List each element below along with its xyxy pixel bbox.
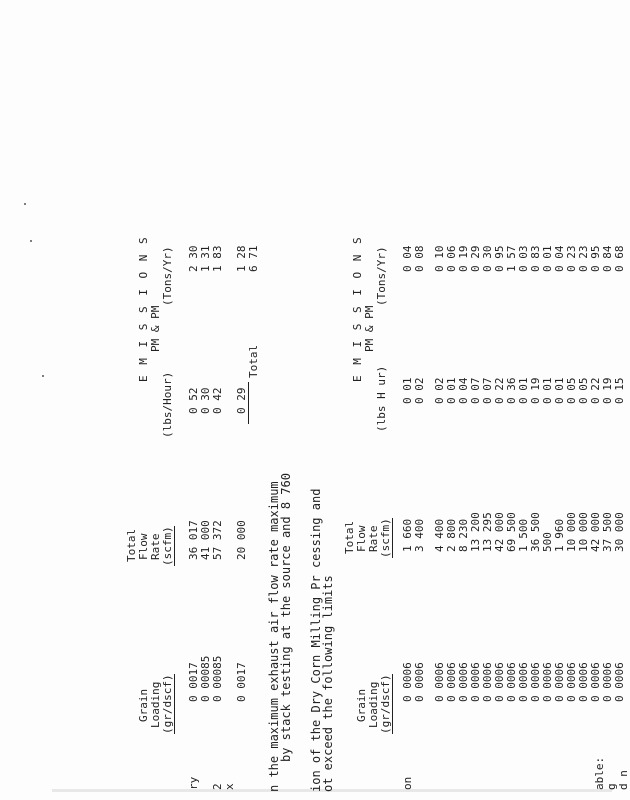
t1-total-label: Total [247, 344, 260, 378]
t1-row-tons: 1 31 [199, 245, 212, 272]
emissions-title-2: E M I S S I O N S [351, 235, 364, 382]
t2-row-tons: 0 30 [481, 245, 494, 272]
t1-row-lbs: 0 52 [187, 387, 200, 414]
t2-row-tons: 1 57 [505, 245, 518, 272]
t2-row-tons: 0 84 [601, 245, 614, 272]
t2-row-tons: 0 01 [541, 245, 554, 272]
t2-row-grain: 0 0006 [541, 662, 554, 702]
paragraph-2-line-1: ion of the Dry Corn Milling Pr cessing and [309, 488, 323, 792]
t2-row-tons: 0 68 [613, 245, 626, 272]
t1-row-grain: 0 00085 [199, 655, 212, 702]
t2-row-tons: 0 03 [517, 245, 530, 272]
t2-row-lbs: 0 22 [493, 377, 506, 404]
t2-row-flow: 13 200 [469, 512, 482, 552]
t2-flow-h3: (scfm) [379, 518, 392, 558]
t2-row-flow: 37 500 [601, 512, 614, 552]
t2-row-flow: 13 295 [481, 512, 494, 552]
t2-row-tons: 0 95 [493, 245, 506, 272]
t2-row-grain: 0 0006 [457, 662, 470, 702]
t2-row-flow: 69 500 [505, 512, 518, 552]
t2-row-label: on [401, 776, 414, 790]
t2-row-grain: 0 0006 [481, 662, 494, 702]
t2-row-grain: 0 0006 [589, 662, 602, 702]
t2-row-lbs: 0 04 [457, 377, 470, 404]
t2-row-lbs: 0 02 [413, 377, 426, 404]
t1-row-flow: 20 000 [235, 520, 248, 560]
t1-row-tons: 1 83 [211, 245, 224, 272]
paragraph-1-line-1: n the maximum exhaust air flow rate maximum [267, 481, 281, 792]
t2-row-grain: 0 0006 [565, 662, 578, 702]
t1-flow-h1: Flow [137, 533, 150, 560]
t2-row-tons: 0 10 [433, 245, 446, 272]
t2-pm-year: (Tons/Yr) [375, 246, 388, 306]
t2-row-tons: 0 19 [457, 245, 470, 272]
t1-row-lbs: 0 29 [235, 387, 248, 414]
t2-row-lbs: 0 36 [505, 377, 518, 404]
t1-row-lbs: 0 42 [211, 387, 224, 414]
t2-row-tons: 0 23 [577, 245, 590, 272]
t1-grain-h1: Loading [149, 681, 162, 728]
scan-speck [24, 203, 26, 205]
t1-grain-h0: Grain [137, 688, 150, 722]
t2-row-tons: 0 83 [529, 245, 542, 272]
t1-grain-h2: (gr/dscf) [161, 674, 174, 734]
t1-flow-h2: Rate [149, 533, 162, 560]
t2-row-grain: 0 0006 [493, 662, 506, 702]
t2-row-lbs: 0 05 [565, 377, 578, 404]
t1-row-grain: 0 0017 [235, 662, 248, 702]
t2-row-lbs: 0 19 [529, 377, 542, 404]
t2-row-flow: 10 000 [577, 512, 590, 552]
t2-row-lbs: 0 02 [433, 377, 446, 404]
t2-row-label: able: [593, 756, 606, 790]
t2-row-tons: 0 95 [589, 245, 602, 272]
t2-grain-h1: Loading [367, 681, 380, 728]
t2-row-grain: 0 0006 [517, 662, 530, 702]
paragraph-1-line-2: by stack testing at the source and 8 760 [279, 473, 293, 762]
t2-row-label: g [605, 783, 618, 790]
t2-row-grain: 0 0006 [469, 662, 482, 702]
t2-row-lbs: 0 07 [481, 377, 494, 404]
t2-row-lbs: 0 01 [517, 377, 530, 404]
t1-row-flow: 57 372 [211, 520, 224, 560]
t1-row-label: x [223, 783, 236, 790]
t1-row-label: 2 [211, 783, 224, 790]
t1-pm-year: (Tons/Yr) [161, 246, 174, 306]
t2-row-flow: 4 400 [433, 518, 446, 552]
t2-row-flow: 42 000 [493, 512, 506, 552]
t2-row-flow: 8 230 [457, 518, 470, 552]
t2-row-flow: 1 960 [553, 518, 566, 552]
t2-grain-h0: Grain [355, 688, 368, 722]
t2-row-grain: 0 0006 [577, 662, 590, 702]
t2-row-grain: 0 0006 [505, 662, 518, 702]
t2-row-lbs: 0 19 [601, 377, 614, 404]
t2-row-grain: 0 0006 [553, 662, 566, 702]
t2-row-flow: 500 [541, 532, 554, 552]
t2-row-lbs: 0 01 [553, 377, 566, 404]
t2-row-lbs: 0 01 [541, 377, 554, 404]
t2-row-grain: 0 0006 [529, 662, 542, 702]
rotated-page-content [52, 32, 630, 792]
t2-row-grain: 0 0006 [601, 662, 614, 702]
t1-pm-hour: (lbs/Hour) [161, 371, 174, 438]
t2-row-tons: 0 04 [401, 245, 414, 272]
t1-flow-h3: (scfm) [161, 526, 174, 566]
t2-row-flow: 36 500 [529, 512, 542, 552]
t2-row-flow: 30 000 [613, 512, 626, 552]
t2-row-flow: 2 800 [445, 518, 458, 552]
t2-row-tons: 0 29 [469, 245, 482, 272]
t2-row-tons: 0 08 [413, 245, 426, 272]
t2-row-lbs: 0 07 [469, 377, 482, 404]
t2-row-label: d n [617, 770, 630, 790]
t1-row-lbs: 0 30 [199, 387, 212, 414]
t1-row-label: ry [187, 776, 200, 790]
t2-row-flow: 42 000 [589, 512, 602, 552]
scan-speck [42, 375, 44, 377]
t2-row-grain: 0 0006 [445, 662, 458, 702]
t1-total-rule [248, 382, 249, 424]
t1-total-tons: 6 71 [247, 245, 260, 272]
t2-flow-h1: Flow [355, 525, 368, 552]
t1-row-flow: 41 000 [199, 520, 212, 560]
t2-grain-h2: (gr/dscf) [379, 674, 392, 734]
paragraph-2-line-2: ot exceed the following limits [321, 575, 335, 792]
t2-pm-hour: (lbs H ur) [375, 365, 388, 432]
t1-row-flow: 36 017 [187, 520, 200, 560]
t2-pm-label: PM & PM [363, 305, 376, 352]
t2-row-tons: 0 23 [565, 245, 578, 272]
t1-row-grain: 0 00085 [211, 655, 224, 702]
t2-row-lbs: 0 15 [613, 377, 626, 404]
t2-flow-h2: Rate [367, 525, 380, 552]
t1-row-tons: 1 28 [235, 245, 248, 272]
t2-row-tons: 0 06 [445, 245, 458, 272]
t2-row-tons: 0 04 [553, 245, 566, 272]
t2-row-grain: 0 0006 [413, 662, 426, 702]
t1-pm-label: PM & PM [149, 305, 162, 352]
t2-row-flow: 1 660 [401, 518, 414, 552]
t2-row-flow: 1 500 [517, 518, 530, 552]
t1-row-tons: 2 30 [187, 245, 200, 272]
t2-row-lbs: 0 22 [589, 377, 602, 404]
t2-row-lbs: 0 05 [577, 377, 590, 404]
t1-row-grain: 0 0017 [187, 662, 200, 702]
t1-flow-h0: Total [125, 528, 138, 562]
t2-row-flow: 10 000 [565, 512, 578, 552]
scan-speck [30, 240, 32, 242]
t2-row-lbs: 0 01 [401, 377, 414, 404]
emissions-title-1: E M I S S I O N S [137, 235, 150, 382]
t2-row-flow: 3 400 [413, 518, 426, 552]
t2-row-lbs: 0 01 [445, 377, 458, 404]
t2-row-grain: 0 0006 [613, 662, 626, 702]
t2-flow-h0: Total [343, 520, 356, 554]
t2-row-grain: 0 0006 [401, 662, 414, 702]
t2-row-grain: 0 0006 [433, 662, 446, 702]
